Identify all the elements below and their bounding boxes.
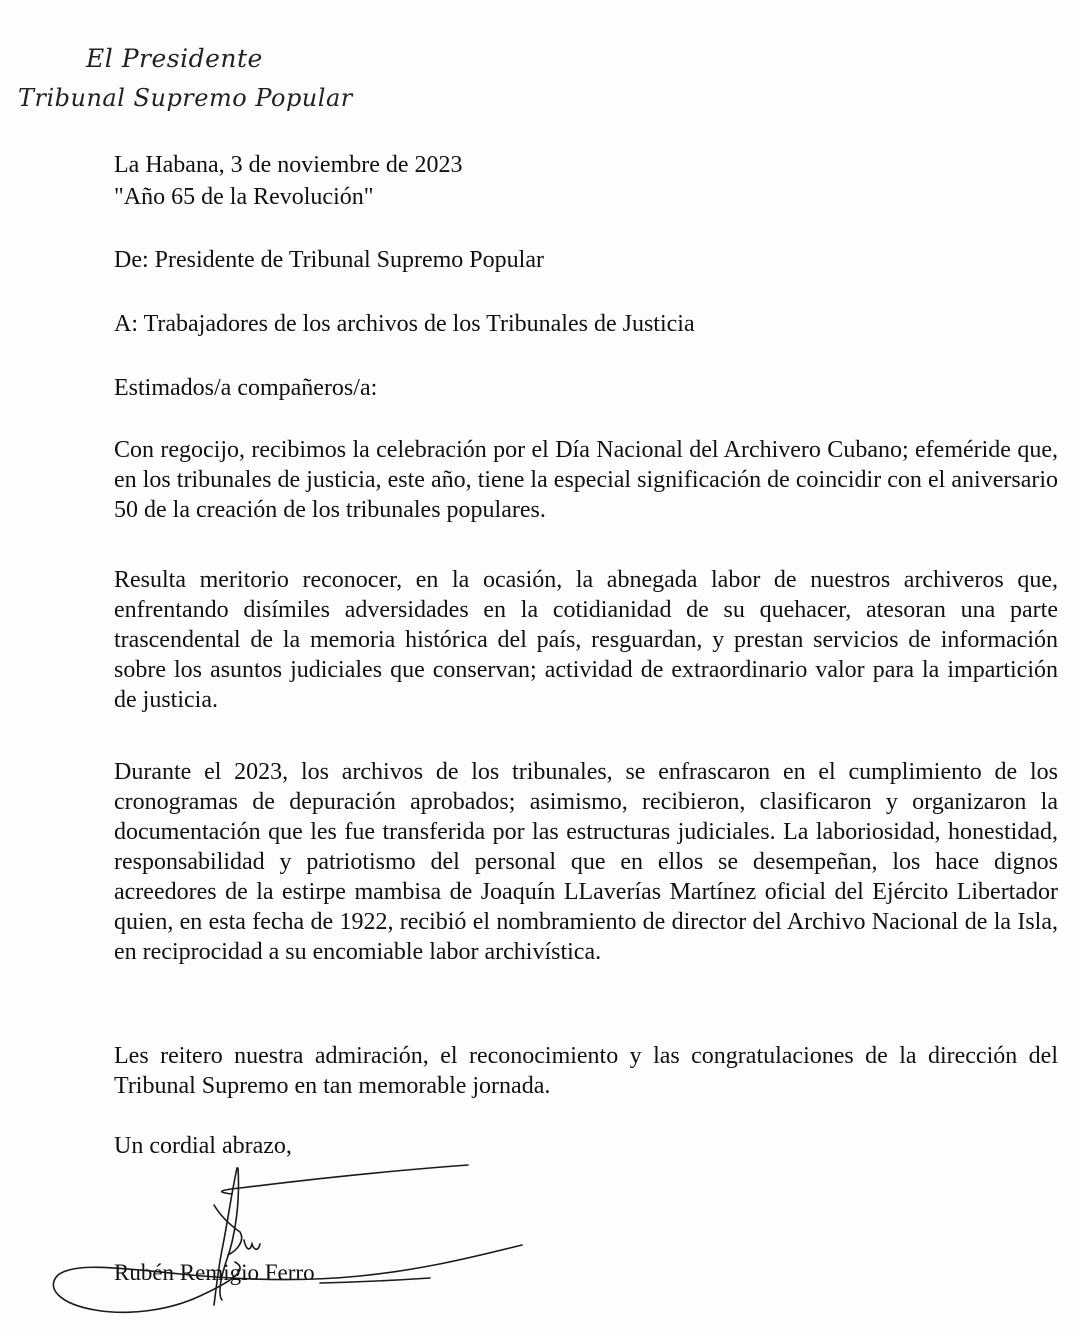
paragraph-text: Con regocijo, recibimos la celebración por el Día Nacional del Archivero Cubano; efeméride que, en los tribunales de justicia, este año, tiene la especial significación de coincidir con el aniversario 50 de la creación de los tribunales populares.	[114, 437, 1058, 523]
paragraph-1	[114, 435, 1058, 525]
letterhead-institution: Tribunal Supremo Popular	[18, 84, 353, 112]
letterhead	[0, 40, 353, 120]
motto-line: "Año 65 de la Revolución"	[114, 184, 374, 210]
recipient-line: A: Trabajadores de los archivos de los Tribunales de Justicia	[114, 311, 695, 337]
letterhead-title: El Presidente	[86, 44, 263, 73]
paragraph-text: Durante el 2023, los archivos de los tribunales, se enfrascaron en el cumplimiento de los cronogramas de depuración aprobados; asimismo, recibieron, clasificaron y organizaron la documentación que les fue transferida por las estructuras judiciales. La laboriosidad, honestidad, responsabilidad y patriotismo del personal que en ellos se desempeñan, los hace dignos acreedores de la estirpe mambisa de Joaquín LLaverías Martínez oficial del Ejército Libertador quien, en esta fecha de 1922, recibió el nombramiento de director del Archivo Nacional de la Isla, en reciprocidad a su encomiable labor archivística.	[114, 759, 1058, 965]
paragraph-text: Resulta meritorio reconocer, en la ocasión, la abnegada labor de nuestros archiveros que, enfrentando disímiles adversidades en la cotidianidad de su quehacer, atesoran una parte trascendental de la memoria histórica del país, resguardan, y prestan servicios de información sobre los asuntos judiciales que conservan; actividad de extraordinario valor para la impartición de justicia.	[114, 567, 1058, 713]
date-line: La Habana, 3 de noviembre de 2023	[114, 152, 463, 178]
closing-line: Un cordial abrazo,	[114, 1133, 292, 1159]
paragraph-3	[114, 757, 1058, 967]
sender-line: De: Presidente de Tribunal Supremo Popular	[114, 247, 544, 273]
paragraph-text: Les reitero nuestra admiración, el reconocimiento y las congratulaciones de la dirección del Tribunal Supremo en tan memorable jornada.	[114, 1043, 1058, 1099]
greeting: Estimados/a compañeros/a:	[114, 375, 378, 401]
paragraph-4	[114, 1041, 1058, 1101]
signatory-name: Rubén Remigio Ferro	[114, 1260, 315, 1285]
paragraph-2	[114, 565, 1058, 715]
